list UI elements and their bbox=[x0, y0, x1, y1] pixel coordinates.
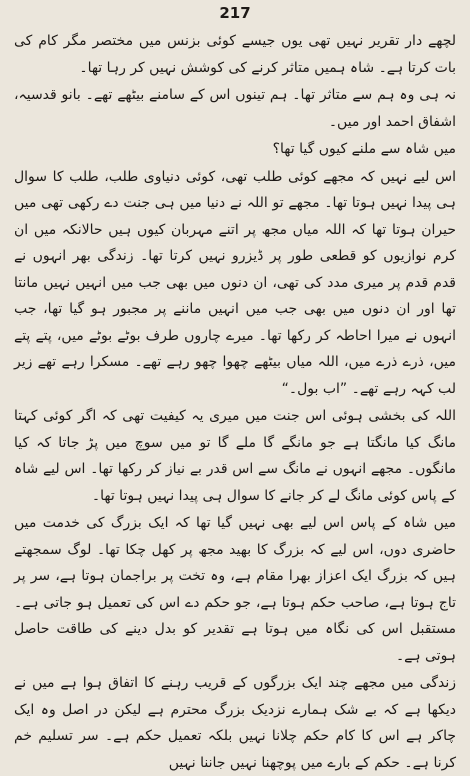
paragraph: زندگی میں مجھے چند ایک بزرگوں کے قریب رہنے کا اتفاق ہوا ہے میں نے دیکھا ہے کہ بے شک ہمارے نزدیک بزرگ محترم ہے لیکن در اصل وہ ایک چاکر ہے اس کا کام حکم چلانا نہیں بلکہ تعمیل حکم ہے۔ سر تسلیم خم کرنا ہے۔ حکم کے بارے میں پوچھنا نہیں جاننا نہیں bbox=[14, 675, 456, 771]
paragraph: میں شاہ کے پاس اس لیے بھی نہیں گیا تھا کہ ایک بزرگ کی خدمت میں حاضری دوں، اس لیے کہ بزرگ کا بھید مجھ پر کھل چکا تھا۔ لوگ سمجھتے ہیں کہ بزرگ ایک اعزاز بھرا مقام ہے، وہ تخت پر براجمان ہوتا ہے، سر پر تاج ہوتا ہے، صاحب حکم ہوتا ہے، جو حکم دے اس کی تعمیل ہو جاتی ہے۔ مستقبل اس کی نگاہ میں ہوتا ہے تقدیر کو بدل دینے کی طاقت حاصل ہوتی ہے۔ bbox=[14, 515, 456, 664]
page-body-text bbox=[14, 28, 456, 776]
paragraph: لچھے دار تقریر نہیں تھی یوں جیسے کوئی بزنس میں مختصر مگر کام کی بات کرتا ہے۔ شاہ ہمیں متاثر کرنے کی کوشش نہیں کر رہا تھا۔ bbox=[14, 33, 456, 76]
paragraph: اللہ کی بخشی ہوئی اس جنت میں میری یہ کیفیت تھی کہ اگر کوئی کہتا مانگ کیا مانگتا ہے جو مانگے گا ملے گا تو میں سوچ میں پڑ جاتا کہ کیا مانگوں۔ مجھے انہوں نے مانگ سے اس قدر بے نیاز کر رکھا تھا۔ اس لیے شاہ کے پاس کوئی مانگ لے کر جانے کا سوال ہی پیدا نہیں ہوتا تھا۔ bbox=[14, 408, 456, 504]
paragraph: اس لیے نہیں کہ مجھے کوئی طلب تھی، کوئی دنیاوی طلب، طلب کا سوال ہی پیدا نہیں ہوتا تھا۔ مجھے تو اللہ نے دنیا میں ہی جنت دے رکھی تھی میں حیران ہوتا تھا کہ اللہ میاں مجھ پر اتنے مہربان کیوں ہیں حالانکہ میں ان کرم نوازیوں کو قطعی طور پر ڈیزرو نہیں کرتا تھا۔ زندگی بھر انہوں نے قدم قدم پر میری مدد کی تھی، ان دنوں میں بھی جب میں انہیں نہیں مانتا تھا اور ان دنوں میں بھی جب میں انہیں ماننے پر مجبور ہو گیا تھا، جب انہوں نے میرا احاطہ کر رکھا تھا۔ میرے چاروں طرف بوٹے بوٹے میں، پتے پتے میں، ذرے ذرے میں، اللہ میاں بیٹھے چھوا چھو رہے تھے۔ مسکرا رہے تھے زیر لب کہہ رہے تھے۔ ”اب بول۔“ bbox=[14, 168, 456, 397]
page-number: 217 bbox=[219, 4, 251, 22]
paragraph: نہ ہی وہ ہم سے متاثر تھا۔ ہم تینوں اس کے سامنے بیٹھے تھے۔ بانو قدسیہ، اشفاق احمد اور میں۔ bbox=[14, 87, 456, 130]
paragraph: میں شاہ سے ملنے کیوں گیا تھا؟ bbox=[272, 141, 456, 157]
